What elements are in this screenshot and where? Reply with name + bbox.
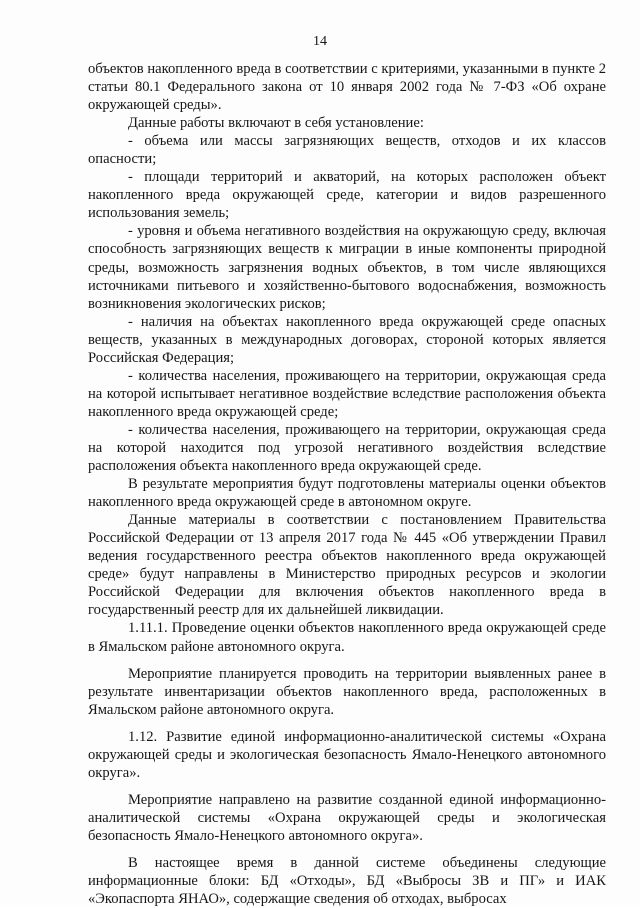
paragraph: Данные материалы в соответствии с постановлением Правительства Российской Федерации от 13 апреля 2017 года № 445 «Об утверждении Правил ведения государственного реестра объектов накопленного вреда окружающей среде» будут направлены в Министерство природных ресурсов и экологии Российской Федерации для включения объектов накопленного вреда в государственный реестр для их дальнейшей ликвидации.: [88, 512, 606, 619]
list-item: - объема или массы загрязняющих веществ, отходов и их классов опасности;: [88, 133, 606, 168]
document-body: [88, 60, 606, 908]
paragraph: Мероприятие направлено на развитие созданной единой информационно-аналитической системы «Охрана окружающей среды и экологическая безопасность Ямало-Ненецкого автономного округа».: [88, 791, 606, 844]
list-item: - количества населения, проживающего на территории, окружающая среда на которой испытывает негативное воздействие вследствие расположения объекта накопленного вреда окружающей среде;: [88, 367, 606, 420]
list-item: - уровня и объема негативного воздействия на окружающую среду, включая способность загрязняющих веществ к миграции в иные компоненты природной среды, возможность загрязнения водных объектов, в том числе являющихся источниками питьевого и хозяйственно-бытового водоснабжения, возможность возникновения экологических рисков;: [88, 223, 606, 312]
paragraph-continuation: объектов накопленного вреда в соответствии с критериями, указанными в пункте 2 статьи 80.1 Федерального закона от 10 января 2002 года № 7-ФЗ «Об охране окружающей среды».: [88, 61, 606, 114]
list-item: - количества населения, проживающего на территории, окружающая среда на которой находится под угрозой негативного воздействия вследствие расположения объекта накопленного вреда окружающей среде.: [88, 421, 606, 475]
paragraph-intro: Данные работы включают в себя установление:: [128, 115, 424, 132]
page-number: 14: [313, 34, 327, 49]
list-item: - наличия на объектах накопленного вреда окружающей среде опасных веществ, указанных в международных договорах, стороной которых является Российская Федерация;: [88, 313, 606, 366]
list-item: - площади территорий и акваторий, на которых расположен объект накопленного вреда окружающей среде, категории и видов разрешенного использования земель;: [88, 169, 606, 222]
paragraph: В результате мероприятия будут подготовлены материалы оценки объектов накопленного вреда окружающей среде в автономном округе.: [88, 476, 606, 511]
paragraph: В настоящее время в данной системе объединены следующие информационные блоки: БД «Отходы», БД «Выбросы ЗВ и ПГ» и ИАК «Экопаспорта ЯНАО», содержащие сведения об отходах, выбросах: [88, 854, 606, 908]
section-heading-1-12: 1.12. Развитие единой информационно-аналитической системы «Охрана окружающей среды и экологическая безопасность Ямало-Ненецкого автономного округа».: [88, 728, 606, 781]
paragraph: Мероприятие планируется проводить на территории выявленных ранее в результате инвентаризации объектов накопленного вреда, расположенных в Ямальском районе автономного округа.: [88, 665, 606, 718]
section-heading-1-11-1: 1.11.1. Проведение оценки объектов накопленного вреда окружающей среде в Ямальском районе автономного округа.: [88, 620, 606, 655]
